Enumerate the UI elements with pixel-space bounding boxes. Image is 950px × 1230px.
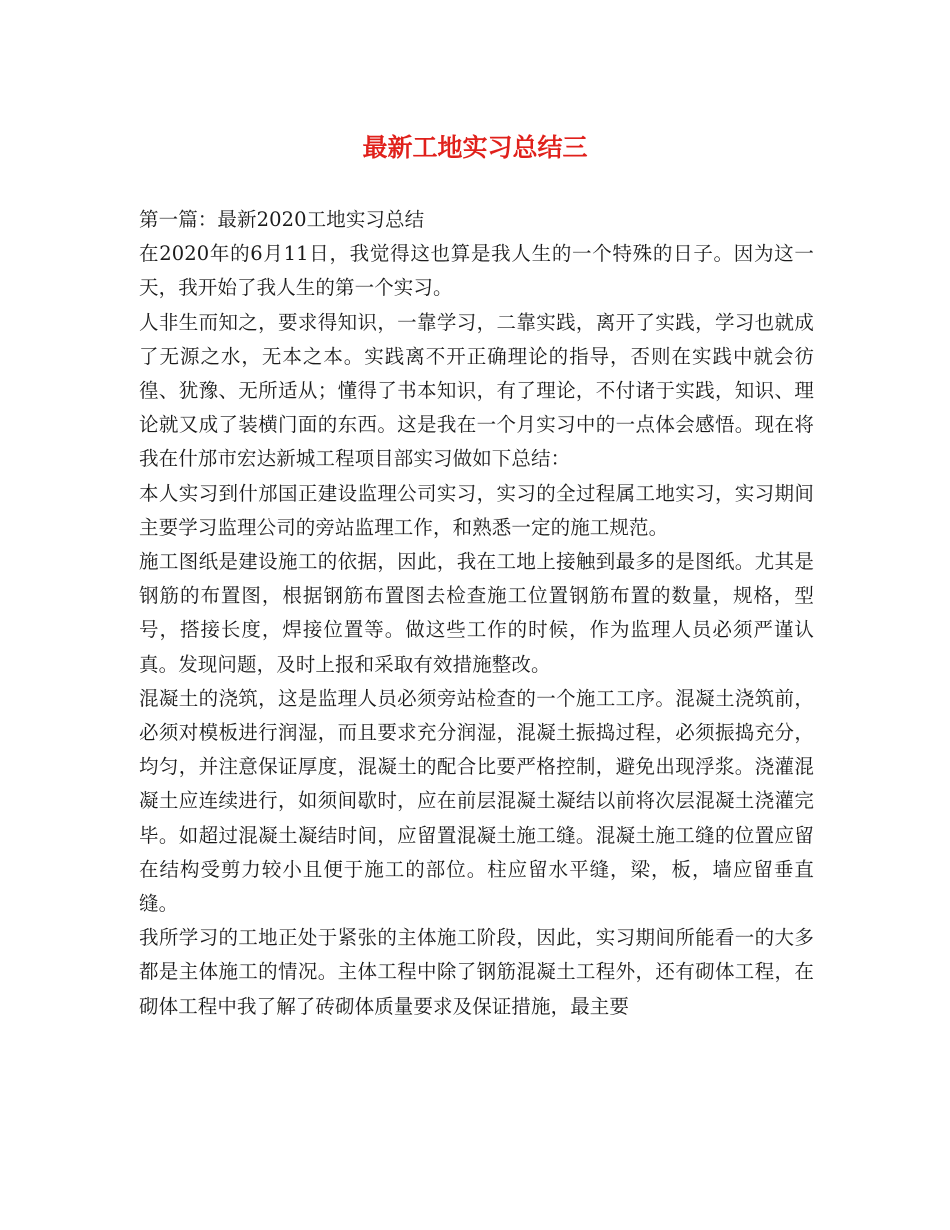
document-body [139,203,814,1024]
paragraph: 我所学习的工地正处于紧张的主体施工阶段，因此，实习期间所能看一的大多都是主体施工的情况。主体工程中除了钢筋混凝土工程外，还有砌体工程，在砌体工程中我了解了砖砌体质量要求及保证措施，最主要 [139,926,814,1018]
paragraph: 在2020年的6月11日，我觉得这也算是我人生的一个特殊的日子。因为这一天，我开始了我人生的第一个实习。 [139,242,814,300]
paragraph: 本人实习到什邡国正建设监理公司实习，实习的全过程属工地实习，实习期间主要学习监理公司的旁站监理工作，和熟悉一定的施工规范。 [139,481,814,539]
document-title: 最新工地实习总结三 [362,133,588,162]
section-heading: 第一篇：最新2020工地实习总结 [139,208,425,231]
paragraph: 混凝土的浇筑，这是监理人员必须旁站检查的一个施工工序。混凝土浇筑前，必须对模板进行润湿，而且要求充分润湿，混凝土振捣过程，必须振捣充分，均匀，并注意保证厚度，混凝土的配合比要严格控制，避免出现浮浆。浇灌混凝土应连续进行，如须间歇时，应在前层混凝土凝结以前将次层混凝土浇灌完毕。如超过混凝土凝结时间，应留置混凝土施工缝。混凝土施工缝的位置应留在结构受剪力较小且便于施工的部位。柱应留水平缝，梁，板，墙应留垂直缝。 [139,686,814,916]
paragraph: 施工图纸是建设施工的依据，因此，我在工地上接触到最多的是图纸。尤其是钢筋的布置图，根据钢筋布置图去检查施工位置钢筋布置的数量，规格，型号，搭接长度，焊接位置等。做这些工作的时候，作为监理人员必须严谨认真。发现问题，及时上报和采取有效措施整改。 [139,550,814,676]
paragraph: 人非生而知之，要求得知识，一靠学习，二靠实践，离开了实践，学习也就成了无源之水，无本之本。实践离不开正确理论的指导，否则在实践中就会彷徨、犹豫、无所适从；懂得了书本知识，有了理论，不付诸于实践，知识、理论就又成了装横门面的东西。这是我在一个月实习中的一点体会感悟。现在将我在什邡市宏达新城工程项目部实习做如下总结： [139,310,814,471]
